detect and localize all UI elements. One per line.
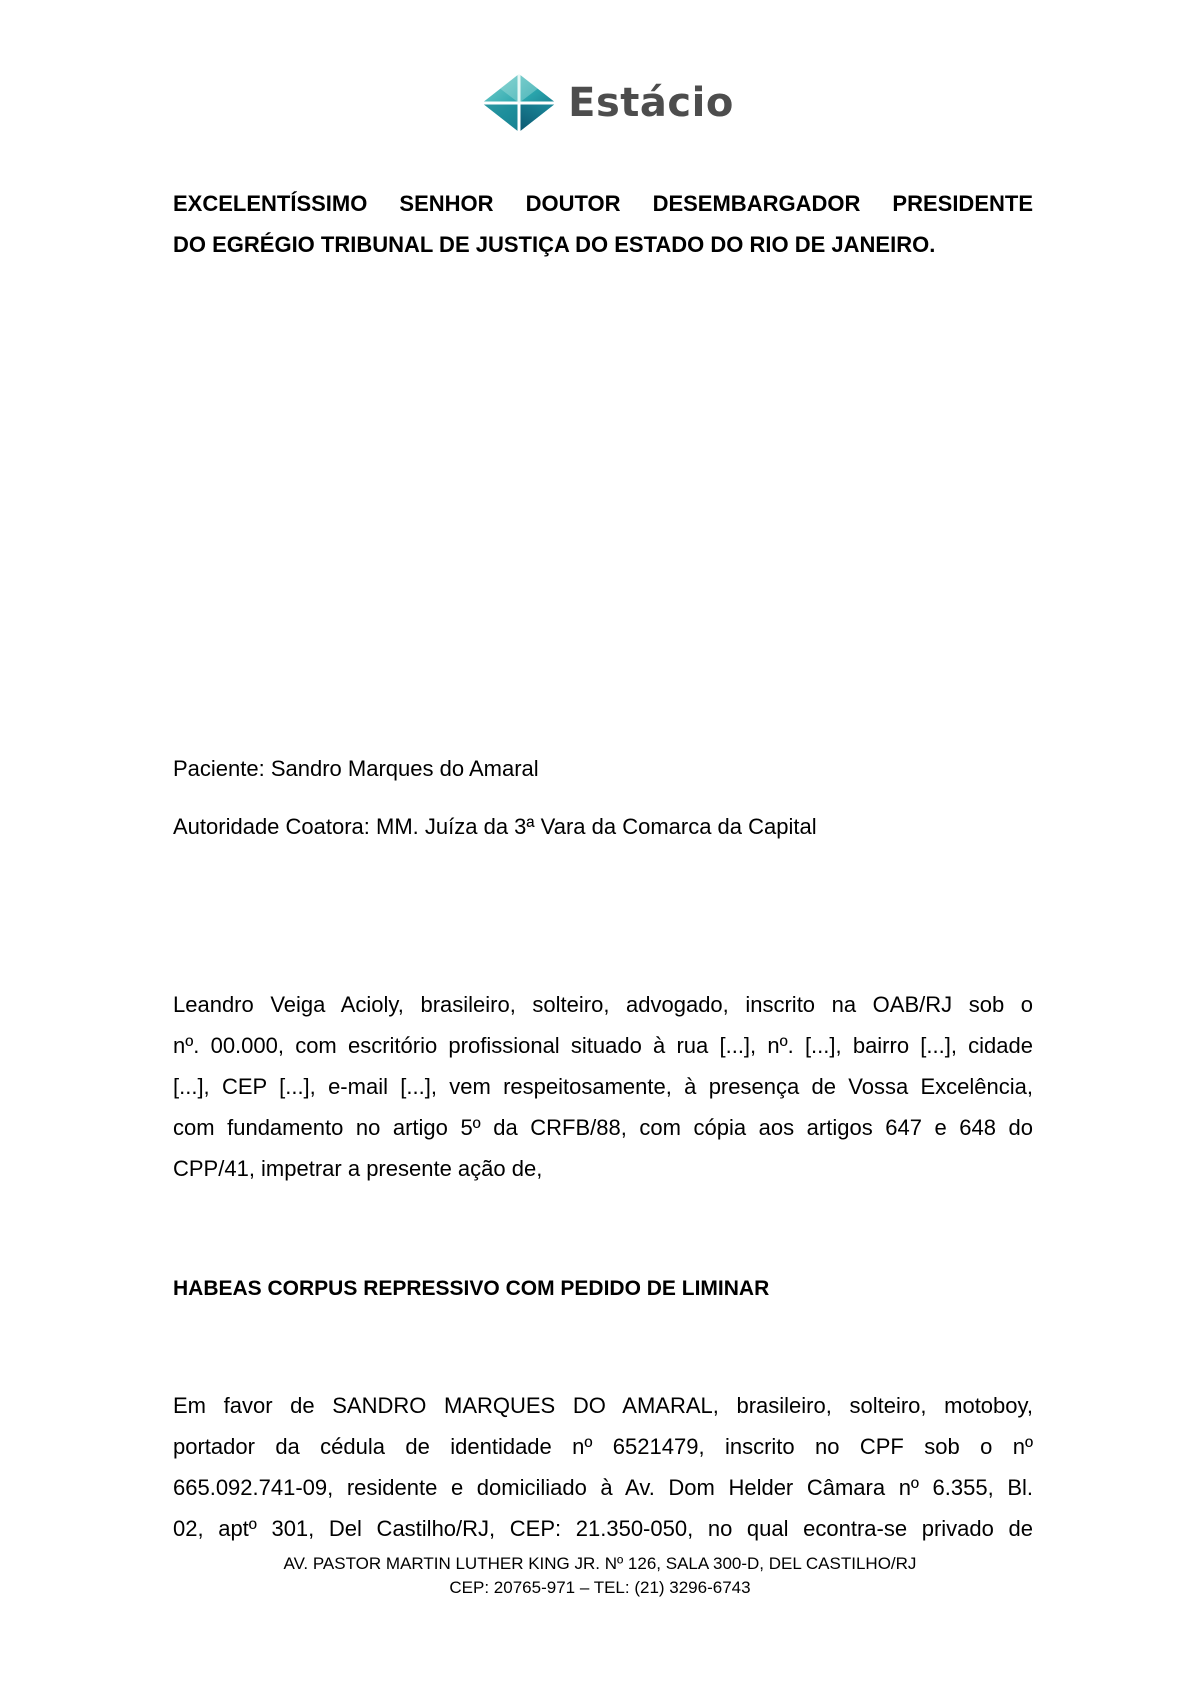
favor-line-2: portador da cédula de identidade nº 6521479, inscrito no CPF sob o nº: [173, 1434, 1033, 1459]
action-title: HABEAS CORPUS REPRESSIVO COM PEDIDO DE LIMINAR: [173, 1277, 770, 1300]
header-logo: [0, 72, 1200, 134]
logo-wordmark: Estácio: [568, 80, 734, 126]
address-heading: [173, 183, 1033, 265]
intro-paragraph: [173, 984, 1033, 1189]
page-footer: [0, 1552, 1200, 1600]
intro-line-4: com fundamento no artigo 5º da CRFB/88, com cópia aos artigos 647 e 648 do: [173, 1115, 1033, 1140]
favor-line-1: Em favor de SANDRO MARQUES DO AMARAL, brasileiro, solteiro, motoboy,: [173, 1393, 1033, 1418]
estacio-diamond-icon: [480, 72, 558, 134]
footer-contact: CEP: 20765-971 – TEL: (21) 3296-6743: [449, 1578, 751, 1597]
favor-paragraph: [173, 1385, 1033, 1549]
autoridade-coatora-line: Autoridade Coatora: MM. Juíza da 3ª Vara da Comarca da Capital: [173, 814, 817, 839]
intro-line-5: CPP/41, impetrar a presente ação de,: [173, 1156, 543, 1181]
heading-line-2: DO EGRÉGIO TRIBUNAL DE JUSTIÇA DO ESTADO DO RIO DE JANEIRO.: [173, 232, 936, 257]
footer-address: AV. PASTOR MARTIN LUTHER KING JR. Nº 126, SALA 300-D, DEL CASTILHO/RJ: [283, 1554, 917, 1573]
heading-line-1: EXCELENTÍSSIMO SENHOR DOUTOR DESEMBARGADOR PRESIDENTE: [173, 191, 1033, 216]
favor-line-4: 02, aptº 301, Del Castilho/RJ, CEP: 21.350-050, no qual econtra-se privado de: [173, 1516, 1033, 1541]
intro-line-3: [...], CEP [...], e-mail [...], vem respeitosamente, à presença de Vossa Excelência,: [173, 1074, 1033, 1099]
intro-line-1: Leandro Veiga Acioly, brasileiro, solteiro, advogado, inscrito na OAB/RJ sob o: [173, 992, 1033, 1017]
intro-line-2: nº. 00.000, com escritório profissional situado à rua [...], nº. [...], bairro [...], cidade: [173, 1033, 1033, 1058]
favor-line-3: 665.092.741-09, residente e domiciliado à Av. Dom Helder Câmara nº 6.355, Bl.: [173, 1475, 1033, 1500]
paciente-line: Paciente: Sandro Marques do Amaral: [173, 756, 539, 781]
